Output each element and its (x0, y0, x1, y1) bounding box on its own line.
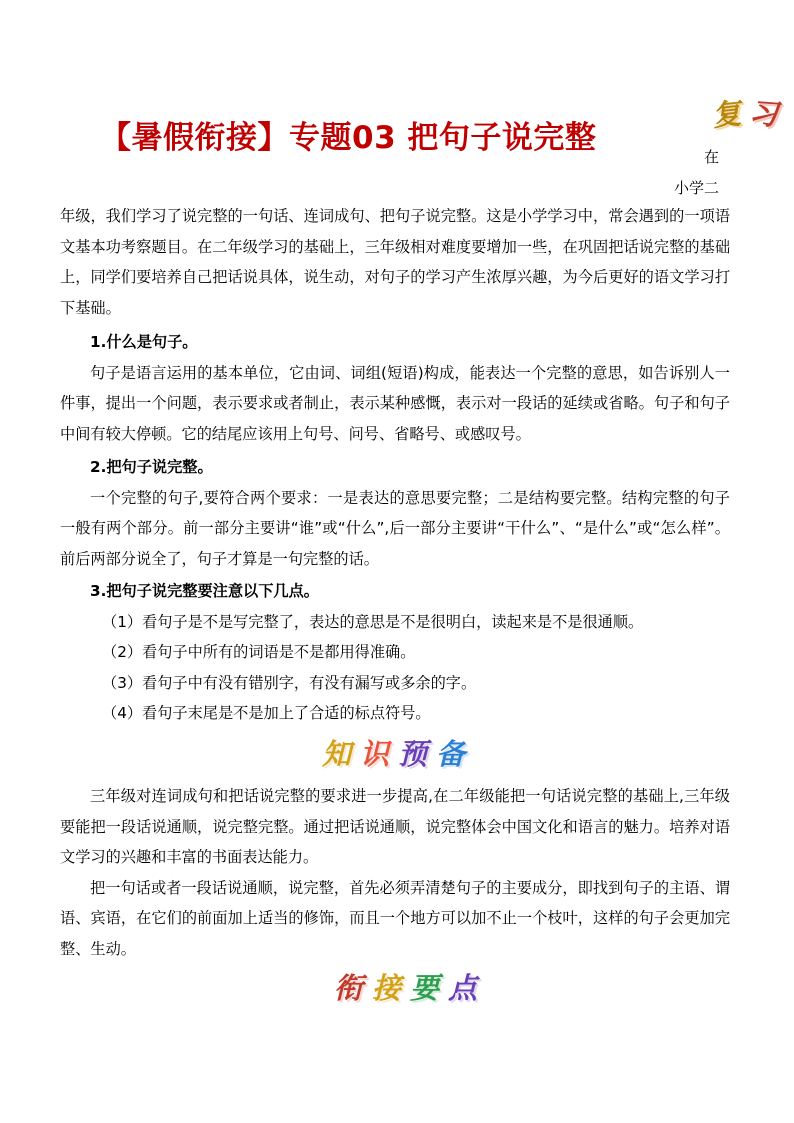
connection-banner (334, 966, 486, 1007)
list-item: （4）看句子末尾是不是加上了合适的标点符号。 (102, 704, 431, 722)
intro-line-2: 小学二 (674, 179, 720, 197)
banner-char: 知 (322, 737, 361, 771)
banner-char: 备 (436, 737, 475, 771)
review-badge-char: 复 (710, 95, 751, 133)
banner-char: 要 (410, 971, 449, 1005)
section-heading: 1.什么是句子。 (90, 333, 198, 351)
intro-line-1: 在 (704, 148, 720, 166)
banner-char: 点 (448, 971, 487, 1005)
section-heading: 2.把句子说完整。 (90, 458, 213, 476)
list-item: （1）看句子是不是写完整了，表达的意思是不是很明白，读起来是不是很通顺。 (102, 612, 644, 631)
section-heading: 3.把句子说完整要注意以下几点。 (90, 582, 319, 600)
list-item: （3）看句子中有没有错别字，有没有漏写或多余的字。 (102, 673, 477, 692)
banner-char: 接 (372, 971, 411, 1005)
knowledge-paragraph: 把一句话或者一段话说通顺，说完整，首先必须弄清楚句子的主要成分，即找到句子的主语、谓语、宾语，在它们的前面加上适当的修饰，而且一个地方可以加不止一个枝叶，这样的句子会更加完整、生动。 (60, 878, 730, 958)
knowledge-paragraph: 三年级对连词成句和把话说完整的要求进一步提高,在二年级能把一句话说完整的基础上,三年级要能把一段话说通顺，说完整完整。通过把话说通顺，说完整体会中国文化和语言的魅力。培养对语文学习的兴趣和丰富的书面表达能力。 (60, 787, 730, 866)
review-badge-char: 习 (747, 95, 788, 133)
banner-char: 预 (398, 737, 437, 771)
section-complete-sentence (60, 452, 730, 574)
section-attention-points (60, 576, 730, 729)
knowledge-banner (322, 732, 474, 773)
section-paragraph: 句子是语言运用的基本单位，它由词、词组(短语)构成，能表达一个完整的意思，如告诉别人一件事，提出一个问题，表示要求或者制止，表示某种感慨，表示对一段话的延续或省略。句子和句子中间有较大停顿。它的结尾应该用上句号、问号、省略号、或感叹号。 (60, 363, 730, 443)
section-paragraph: 一个完整的句子,要符合两个要求：一是表达的意思要完整；二是结构要完整。结构完整的句子一般有两个部分。前一部分主要讲“谁”或“什么”,后一部分主要讲“干什么”、“是什么”或“怎么样”。前后两部分说全了，句子才算是一句完整的话。 (60, 488, 730, 568)
intro-section (60, 201, 730, 323)
knowledge-section (60, 781, 730, 964)
banner-char: 衔 (334, 971, 373, 1005)
list-item: （2）看句子中所有的词语是不是都用得准确。 (102, 643, 416, 661)
banner-char: 识 (360, 737, 399, 771)
intro-paragraph: 年级，我们学习了说完整的一句话、连词成句、把句子说完整。这是小学学习中，常会遇到的一项语文基本功考察题目。在二年级学习的基础上，三年级相对难度要增加一些，在巩固把话说完整的基础上，同学们要培养自己把话说具体，说生动，对句子的学习产生浓厚兴趣，为今后更好的语文学习打下基础。 (60, 207, 730, 317)
review-badge (712, 92, 786, 133)
page-title: 【暑假衔接】专题03 把句子说完整 (100, 120, 597, 156)
section-what-is-sentence (60, 327, 730, 449)
